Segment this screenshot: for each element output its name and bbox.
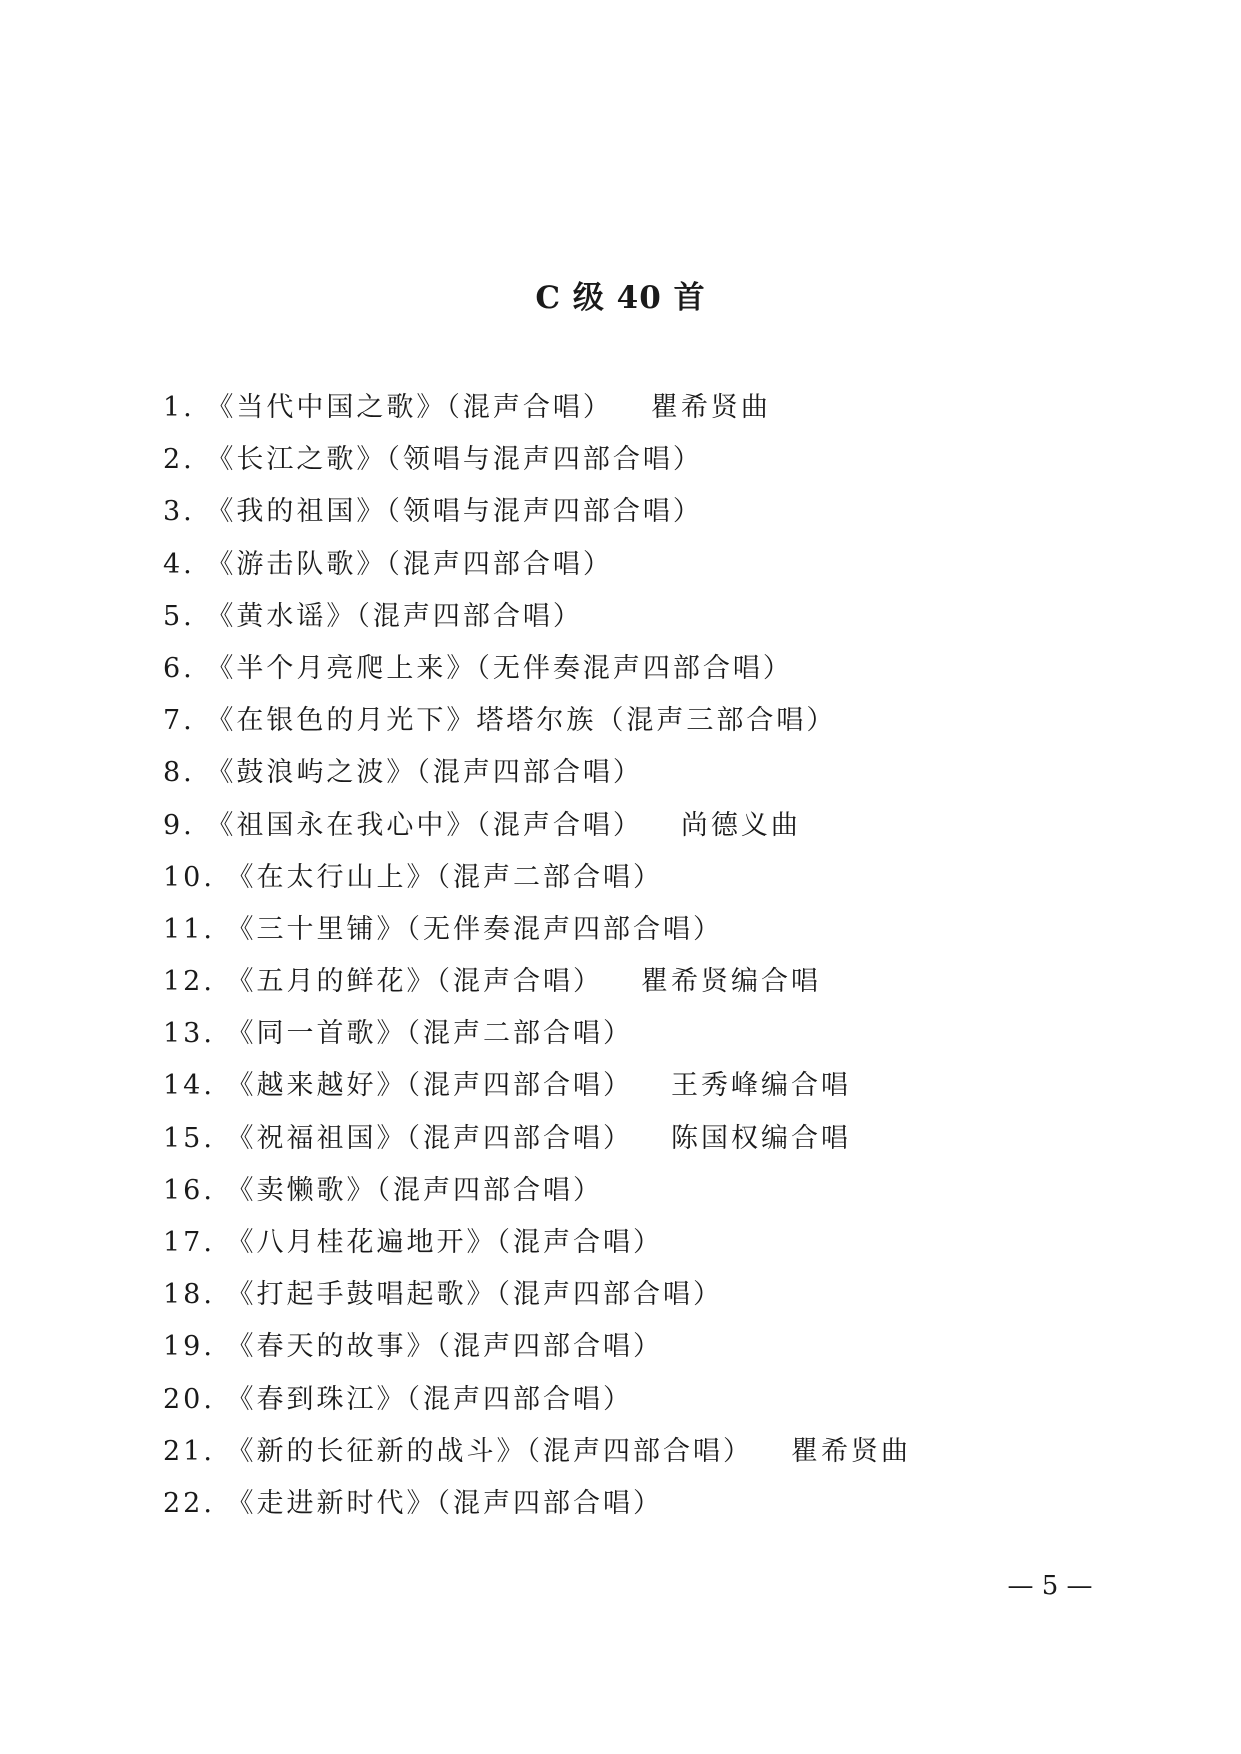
song-entry: 8. 《鼓浪屿之波》（混声四部合唱） xyxy=(163,757,643,789)
list-item xyxy=(163,1321,1163,1373)
list-item xyxy=(163,904,1163,956)
list-item xyxy=(163,486,1163,538)
song-composer: 王秀峰编合唱 xyxy=(671,1070,852,1102)
list-item xyxy=(163,747,1163,799)
list-item xyxy=(163,1165,1163,1217)
song-entry: 10. 《在太行山上》（混声二部合唱） xyxy=(163,861,664,893)
song-composer: 瞿希贤曲 xyxy=(791,1435,912,1467)
list-item xyxy=(163,1217,1163,1269)
list-item xyxy=(163,1269,1163,1321)
song-entry: 13. 《同一首歌》（混声二部合唱） xyxy=(163,1018,634,1050)
list-item xyxy=(163,1374,1163,1426)
song-entry: 11. 《三十里铺》（无伴奏混声四部合唱） xyxy=(163,913,724,945)
song-entry: 15. 《祝福祖国》（混声四部合唱） xyxy=(163,1122,634,1154)
song-entry: 5. 《黄水谣》（混声四部合唱） xyxy=(163,600,583,632)
list-item xyxy=(163,591,1163,643)
page-title: C 级 40 首 xyxy=(535,280,706,316)
list-item xyxy=(163,956,1163,1008)
song-entry: 19. 《春天的故事》（混声四部合唱） xyxy=(163,1331,664,1363)
song-composer: 陈国权编合唱 xyxy=(671,1122,852,1154)
list-item xyxy=(163,852,1163,904)
page-number: — 5 — xyxy=(1007,1571,1093,1601)
song-entry: 7. 《在银色的月光下》塔塔尔族（混声三部合唱） xyxy=(163,705,837,737)
song-composer: 尚德义曲 xyxy=(680,809,801,841)
song-entry: 16. 《卖懒歌》（混声四部合唱） xyxy=(163,1174,604,1206)
song-entry: 4. 《游击队歌》（混声四部合唱） xyxy=(163,548,613,580)
list-item xyxy=(163,695,1163,747)
song-entry: 14. 《越来越好》（混声四部合唱） xyxy=(163,1070,634,1102)
song-entry: 3. 《我的祖国》（领唱与混声四部合唱） xyxy=(163,496,703,528)
list-item xyxy=(163,1008,1163,1060)
list-item xyxy=(163,800,1163,852)
song-entry: 9. 《祖国永在我心中》（混声合唱） xyxy=(163,809,643,841)
list-item xyxy=(163,1426,1163,1478)
song-entry: 1. 《当代中国之歌》（混声合唱） xyxy=(163,392,613,423)
song-entry: 22. 《走进新时代》（混声四部合唱） xyxy=(163,1487,664,1519)
list-item xyxy=(163,1478,1163,1530)
song-entry: 2. 《长江之歌》（领唱与混声四部合唱） xyxy=(163,444,703,476)
song-composer: 瞿希贤曲 xyxy=(650,392,771,423)
song-entry: 6. 《半个月亮爬上来》（无伴奏混声四部合唱） xyxy=(163,652,793,684)
song-entry: 12. 《五月的鲜花》（混声合唱） xyxy=(163,966,604,998)
list-item xyxy=(163,434,1163,486)
list-item xyxy=(163,382,1163,434)
song-composer: 瞿希贤编合唱 xyxy=(641,966,822,998)
song-list xyxy=(163,382,1163,1530)
list-item xyxy=(163,1060,1163,1112)
list-item xyxy=(163,643,1163,695)
song-entry: 18. 《打起手鼓唱起歌》（混声四部合唱） xyxy=(163,1279,724,1311)
list-item xyxy=(163,539,1163,591)
song-entry: 21. 《新的长征新的战斗》（混声四部合唱） xyxy=(163,1435,754,1467)
song-entry: 17. 《八月桂花遍地开》（混声合唱） xyxy=(163,1227,664,1258)
song-entry: 20. 《春到珠江》（混声四部合唱） xyxy=(163,1383,634,1415)
list-item xyxy=(163,1113,1163,1165)
